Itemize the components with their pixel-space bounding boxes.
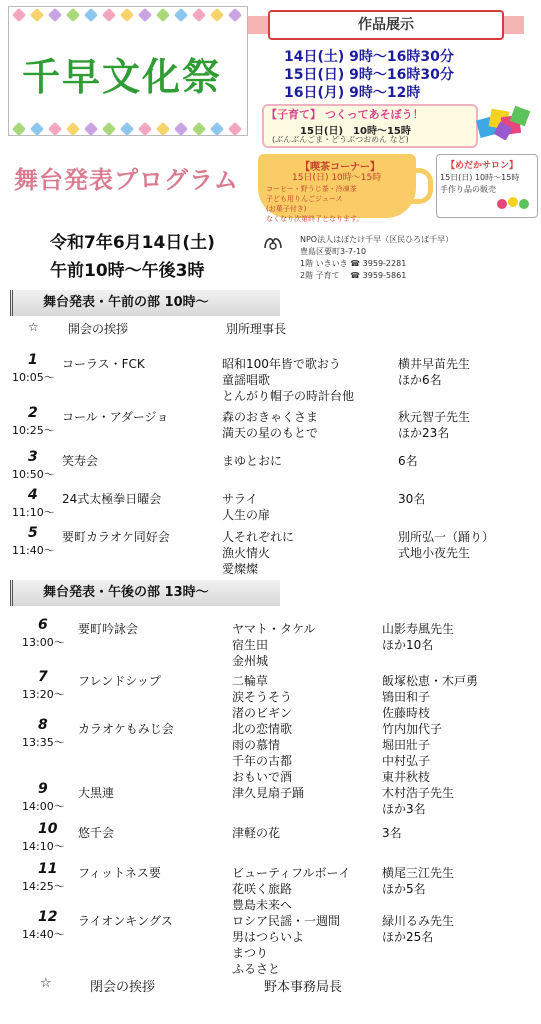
afternoon-section-header: 舞台発表・午後の部 13時～ — [10, 580, 280, 606]
program-song: 宿生田 — [232, 638, 269, 652]
program-song: 渚のビギン — [232, 706, 292, 720]
program-time: 14:00～ — [22, 800, 65, 813]
program-performer: 木村浩子先生 — [382, 786, 455, 800]
program-time: 10:50～ — [12, 468, 55, 481]
exhibition-day-3: 16日(月) 9時～12時 — [284, 85, 421, 101]
program-song: 涙そうそう — [232, 690, 293, 704]
program-number: 5 — [28, 525, 38, 541]
program-time: 11:10～ — [12, 506, 55, 519]
event-date: 令和7年6月14日(土) — [50, 233, 215, 253]
program-performer: 山影寿風先生 — [382, 622, 455, 636]
program-song: まつり — [232, 946, 269, 960]
exhibition-banner: 作品展示 — [268, 10, 504, 40]
program-performer: 飯塚松恵・木戸勇 — [382, 674, 479, 688]
cafe-description: コーヒー・野うじ茶・冷凍茶 子ども用りんごジュース (お菓子付き) なくなり次第終了となります。 — [266, 185, 364, 223]
exhibition-day-1: 14日(土) 9時～16時30分 — [284, 49, 454, 65]
program-number: 3 — [28, 449, 38, 465]
program-performer: 横井早苗先生 — [398, 357, 471, 371]
program-song: 人それぞれに — [222, 530, 295, 544]
salon-time: 15日(日) 10時～15時 — [440, 173, 520, 182]
program-performer: ほか23名 — [398, 426, 450, 440]
program-song: 森のおきゃくさま — [222, 410, 319, 424]
kids-corner-time: 15日(日) 10時～15時 — [300, 126, 411, 137]
program-group: 要町カラオケ同好会 — [62, 530, 170, 544]
program-song: サライ — [222, 492, 258, 506]
program-performer: 鴇田和子 — [382, 690, 431, 704]
organizer-name: NPO法人はぼたけ千早（区民ひろば千早） — [300, 235, 454, 244]
program-performer: 緑川るみ先生 — [382, 914, 455, 928]
program-song: 愛燦燦 — [222, 562, 259, 576]
program-song: 津軽の花 — [232, 826, 281, 840]
program-song: 豊島未来へ — [232, 898, 293, 912]
program-song: 満天の星のもとで — [222, 426, 319, 440]
program-group: コーラス・FCK — [62, 357, 145, 371]
closing-mark: ☆ — [40, 976, 52, 991]
kids-corner-title: 【子育て】 つくってあそぼう！ — [266, 108, 424, 121]
program-time: 13:20～ — [22, 688, 65, 701]
program-group: 要町吟詠会 — [78, 622, 139, 636]
program-group: コール・アダージョ — [62, 410, 169, 424]
program-number: 6 — [38, 617, 48, 633]
kids-corner-note: (ぶんぶんごま・どうぶつおめん など) — [272, 135, 409, 144]
program-time: 10:25～ — [12, 424, 55, 437]
program-performer: 堀田壯子 — [382, 738, 431, 752]
program-group: カラオケもみじ会 — [78, 722, 174, 736]
program-song: 昭和100年皆で歌おう — [222, 357, 341, 371]
program-song: ふるさと — [232, 962, 281, 976]
program-performer: 式地小夜先生 — [398, 546, 471, 560]
program-time: 10:05～ — [12, 371, 55, 384]
program-song: 千年の古都 — [232, 754, 293, 768]
program-song: 漁火情火 — [222, 546, 271, 560]
program-performer: 秋元智子先生 — [398, 410, 471, 424]
program-song: ビューティフルボーイ — [232, 866, 351, 880]
program-song: まゆとおに — [222, 454, 283, 468]
program-time: 14:25～ — [22, 880, 65, 893]
program-performer: ほか25名 — [382, 930, 434, 944]
program-number: 1 — [28, 352, 38, 368]
program-number: 11 — [38, 861, 58, 877]
organization-logo-icon — [262, 234, 284, 252]
program-group: ライオンキングス — [78, 914, 173, 928]
program-performer: 6名 — [398, 454, 418, 468]
program-performer: ほか5名 — [382, 882, 426, 896]
program-performer: ほか3名 — [382, 802, 426, 816]
program-performer: 中村弘子 — [382, 754, 431, 768]
program-time: 14:10～ — [22, 840, 65, 853]
program-song: 花咲く旅路 — [232, 882, 293, 896]
program-group: 笑寿会 — [62, 454, 99, 468]
handmade-goods-icon — [496, 194, 530, 212]
program-number: 10 — [38, 821, 58, 837]
program-group: フィットネス要 — [78, 866, 161, 880]
program-performer: ほか6名 — [398, 373, 442, 387]
program-song: 男はつらいよ — [232, 930, 305, 944]
opening-mark: ☆ — [28, 320, 39, 334]
program-number: 7 — [38, 669, 48, 685]
exhibition-day-2: 15日(日) 9時～16時30分 — [284, 67, 454, 83]
event-time: 午前10時～午後3時 — [50, 261, 205, 281]
program-performer: 別所弘一（踊り） — [398, 530, 495, 544]
program-number: 9 — [38, 781, 48, 797]
program-group: 悠千会 — [78, 826, 115, 840]
page-title: 千早文化祭 — [22, 55, 223, 99]
opening-speaker: 別所理事長 — [226, 322, 287, 336]
program-song: 津久見扇子踊 — [232, 786, 305, 800]
program-song: ロシア民謡・一週間 — [232, 914, 341, 928]
program-song: おもいで酒 — [232, 770, 293, 784]
program-song: とんがり帽子の時計台他 — [222, 389, 355, 403]
program-group: 大黒連 — [78, 786, 115, 800]
program-time: 13:00～ — [22, 636, 65, 649]
program-number: 8 — [38, 717, 48, 733]
program-time: 14:40～ — [22, 928, 65, 941]
program-performer: 横尾三江先生 — [382, 866, 455, 880]
morning-section-header: 舞台発表・午前の部 10時～ — [10, 290, 280, 316]
program-number: 12 — [38, 909, 58, 925]
organizer-floor-1: 1階 いきいき ☎ 3959-2281 — [300, 259, 407, 268]
organizer-address: 豊島区要町3-7-10 — [300, 247, 367, 256]
page-subtitle: 舞台発表プログラム — [14, 166, 239, 194]
program-group: 24式太極拳日曜会 — [62, 492, 162, 506]
salon-items: 手作り品の販売 — [440, 185, 496, 194]
program-number: 4 — [28, 487, 38, 503]
program-song: 雨の慕情 — [232, 738, 281, 752]
origami-paper-icon — [476, 104, 532, 140]
program-performer: ほか10名 — [382, 638, 434, 652]
cafe-time: 15日(日) 10時～15時 — [292, 173, 382, 183]
program-performer: 30名 — [398, 492, 426, 506]
program-performer: 東井秋枝 — [382, 770, 431, 784]
program-group: フレンドシップ — [78, 674, 161, 688]
program-song: 金州城 — [232, 654, 269, 668]
salon-title: 【めだかサロン】 — [446, 161, 519, 171]
closing-label: 閉会の挨拶 — [90, 980, 156, 995]
program-song: 童謡唱歌 — [222, 373, 271, 387]
program-performer: 3名 — [382, 826, 402, 840]
program-song: 二輪草 — [232, 674, 269, 688]
program-song: ヤマト・タケル — [232, 622, 316, 636]
organizer-floor-2: 2階 子育て ☎ 3959-5861 — [300, 271, 407, 280]
program-time: 11:40～ — [12, 544, 55, 557]
program-time: 13:35～ — [22, 736, 65, 749]
program-performer: 佐藤時枝 — [382, 706, 431, 720]
cafe-title: 【喫茶コーナー】 — [300, 162, 380, 173]
closing-speaker: 野本事務局長 — [264, 980, 343, 995]
program-song: 北の恋情歌 — [232, 722, 293, 736]
opening-label: 開会の挨拶 — [68, 322, 129, 336]
program-song: 人生の扉 — [222, 508, 271, 522]
program-performer: 竹内加代子 — [382, 722, 443, 736]
program-number: 2 — [28, 405, 38, 421]
